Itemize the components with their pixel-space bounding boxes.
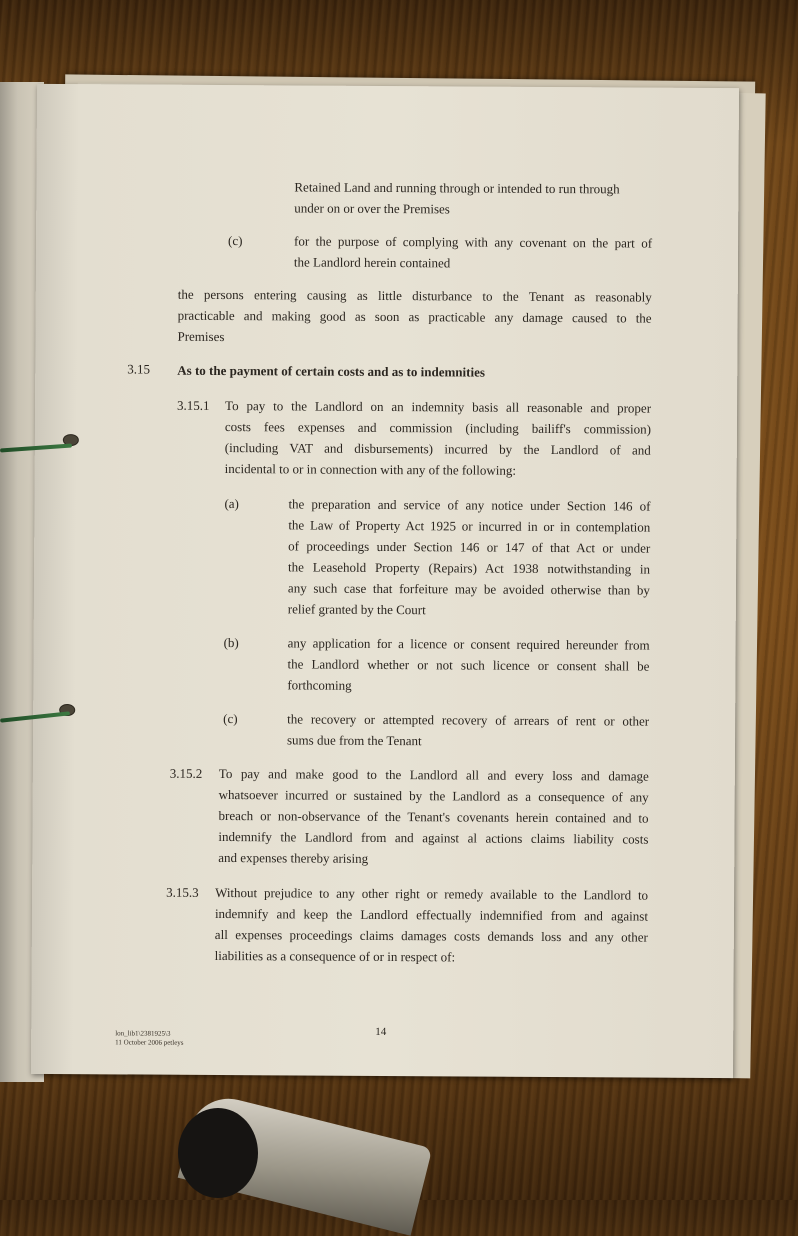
item-c-label: (c): [228, 233, 243, 249]
paragraph-line-1: the persons entering causing as little disturbance to the Tenant as reasonably: [177, 286, 652, 305]
section-number: 3.15: [127, 361, 151, 377]
clause-3-15-2-line-1: To pay and make good to the Landlord all and every loss and damage: [218, 765, 649, 784]
continuation-line-1: Retained Land and running through or intended to run through: [294, 179, 620, 197]
clause-3-15-3-line-1: Without prejudice to any other right or remedy available to the Landlord to: [215, 884, 649, 903]
document-page: [31, 84, 739, 1078]
item-c-line-2: the Landlord herein contained: [293, 254, 451, 271]
clause-3-15-1-number: 3.15.1: [177, 397, 210, 413]
item-b-line-2: the Landlord whether or not such licence or consent shall be: [287, 656, 650, 674]
item-c2-label: (c): [223, 711, 238, 727]
item-b-label: (b): [223, 635, 239, 651]
clause-3-15-2-line-4: indemnify the Landlord from and against al actions claims liability costs: [218, 828, 649, 847]
pen-cap: [178, 1108, 258, 1198]
clause-3-15-1-line-4: incidental to or in connection with any of the following:: [224, 461, 517, 478]
item-c-line-1: for the purpose of complying with any covenant on the part of: [294, 233, 653, 251]
item-b-line-1: any application for a licence or consent required hereunder from: [287, 635, 650, 653]
footer-date: 11 October 2006 petleys: [115, 1038, 184, 1047]
paragraph-line-3: Premises: [177, 328, 225, 345]
item-b-line-3: forthcoming: [287, 677, 352, 693]
paragraph-line-2: practicable and making good as soon as practicable any damage caused to the: [177, 307, 652, 326]
clause-3-15-3-line-4: liabilities as a consequence of or in respect of:: [214, 947, 456, 965]
item-a-label: (a): [224, 496, 239, 512]
clause-3-15-1-line-1: To pay to the Landlord on an indemnity basis all reasonable and proper: [225, 398, 652, 416]
clause-3-15-3-line-3: all expenses proceedings claims damages costs demands loss and any other: [214, 926, 648, 945]
item-c2-line-1: the recovery or attempted recovery of arrears of rent or other: [287, 711, 650, 729]
item-a-line-3: of proceedings under Section 146 or 147 of that Act or under: [288, 538, 651, 556]
item-a-line-5: any such case that forfeiture may be avoided otherwise than by: [287, 580, 650, 598]
item-a-line-1: the preparation and service of any notice under Section 146 of: [288, 496, 651, 514]
clause-3-15-2-number: 3.15.2: [169, 765, 203, 781]
footer-reference: lon_lib1\2381925\3: [115, 1029, 171, 1038]
clause-3-15-2-line-5: and expenses thereby arising: [218, 849, 369, 866]
clause-3-15-3-line-2: indemnify and keep the Landlord effectually indemnified from and against: [214, 905, 649, 924]
clause-3-15-1-line-2: costs fees expenses and commission (including bailiff's commission): [224, 419, 651, 437]
section-heading: As to the payment of certain costs and as to indemnities: [177, 362, 485, 380]
clause-3-15-1-line-3: (including VAT and disbursements) incurred by the Landlord of and: [224, 440, 651, 458]
clause-3-15-2-line-3: breach or non-observance of the Tenant's covenants herein contained and to: [218, 807, 649, 826]
item-c2-line-2: sums due from the Tenant: [286, 732, 422, 749]
page-number: 14: [375, 1025, 387, 1039]
item-a-line-6: relief granted by the Court: [287, 601, 426, 618]
item-a-line-4: the Leasehold Property (Repairs) Act 1938 notwithstanding in: [288, 559, 651, 577]
continuation-line-2: under on or over the Premises: [294, 200, 450, 217]
item-a-line-2: the Law of Property Act 1925 or incurred in or in contemplation: [288, 517, 651, 535]
clause-3-15-2-line-2: whatsoever incurred or sustained by the Landlord as a consequence of any: [218, 786, 649, 805]
clause-3-15-3-number: 3.15.3: [166, 884, 199, 900]
